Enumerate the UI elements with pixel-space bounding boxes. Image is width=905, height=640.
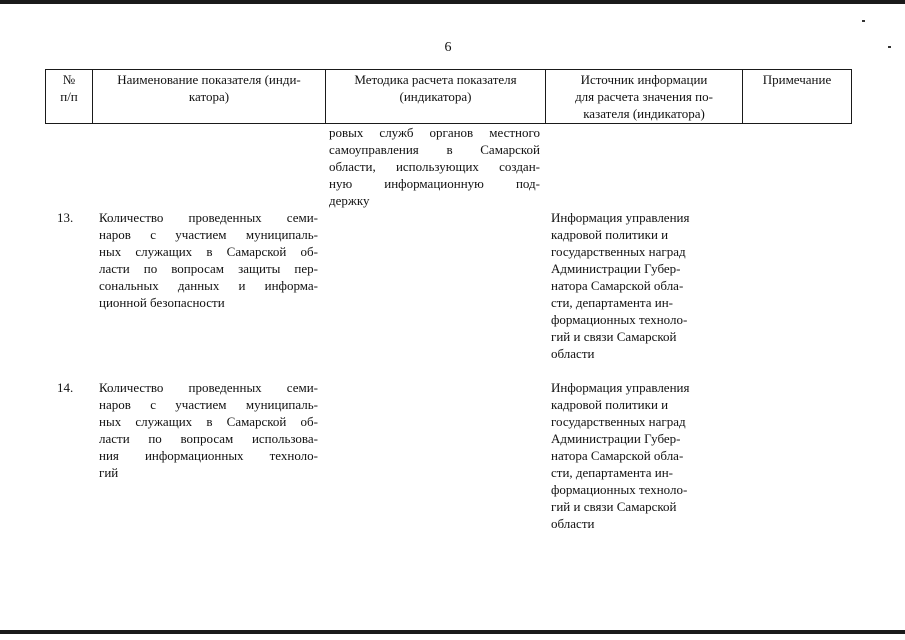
header-col-number: № п/п [46,70,93,124]
bottom-scan-border [0,630,905,634]
header-col-method: Методика расчета показателя (индикатора) [326,70,546,124]
scan-speck [862,20,865,22]
page-number: 6 [444,40,452,55]
scan-speck [888,46,891,48]
row-13-indicator-name: Количество проведенных семи- наров с участием муниципаль- ных служащих в Самарской об- ласти по вопросам защиты пер- сональных данных и информа- ционной безопасности [99,210,318,310]
row-14-number: 14. [57,380,74,395]
top-scan-border [0,0,905,4]
row-14-source: Информация управления кадровой политики и государственных наград Администрации Губер- натора Самарской обла- сти, департамента ин- формационных техноло- гий и связи Самарской области [551,380,690,531]
table-header [45,69,852,124]
row-13-source: Информация управления кадровой политики и государственных наград Администрации Губер- натора Самарской обла- сти, департамента ин- формационных техноло- гий и связи Самарской области [551,210,690,361]
method-continuation: ровых служб органов местного самоуправления в Самарской области, использующих создан- ную информационную под- держку [329,125,540,208]
header-col-source: Источник информации для расчета значения по- казателя (индикатора) [546,70,743,124]
header-col-note: Примечание [743,70,852,124]
header-col-indicator-name: Наименование показателя (инди- катора) [93,70,326,124]
row-14-indicator-name: Количество проведенных семи- наров с участием муниципаль- ных служащих в Самарской об- ласти по вопросам использова- ния информационных техноло- гий [99,380,318,480]
row-13-number: 13. [57,210,74,225]
